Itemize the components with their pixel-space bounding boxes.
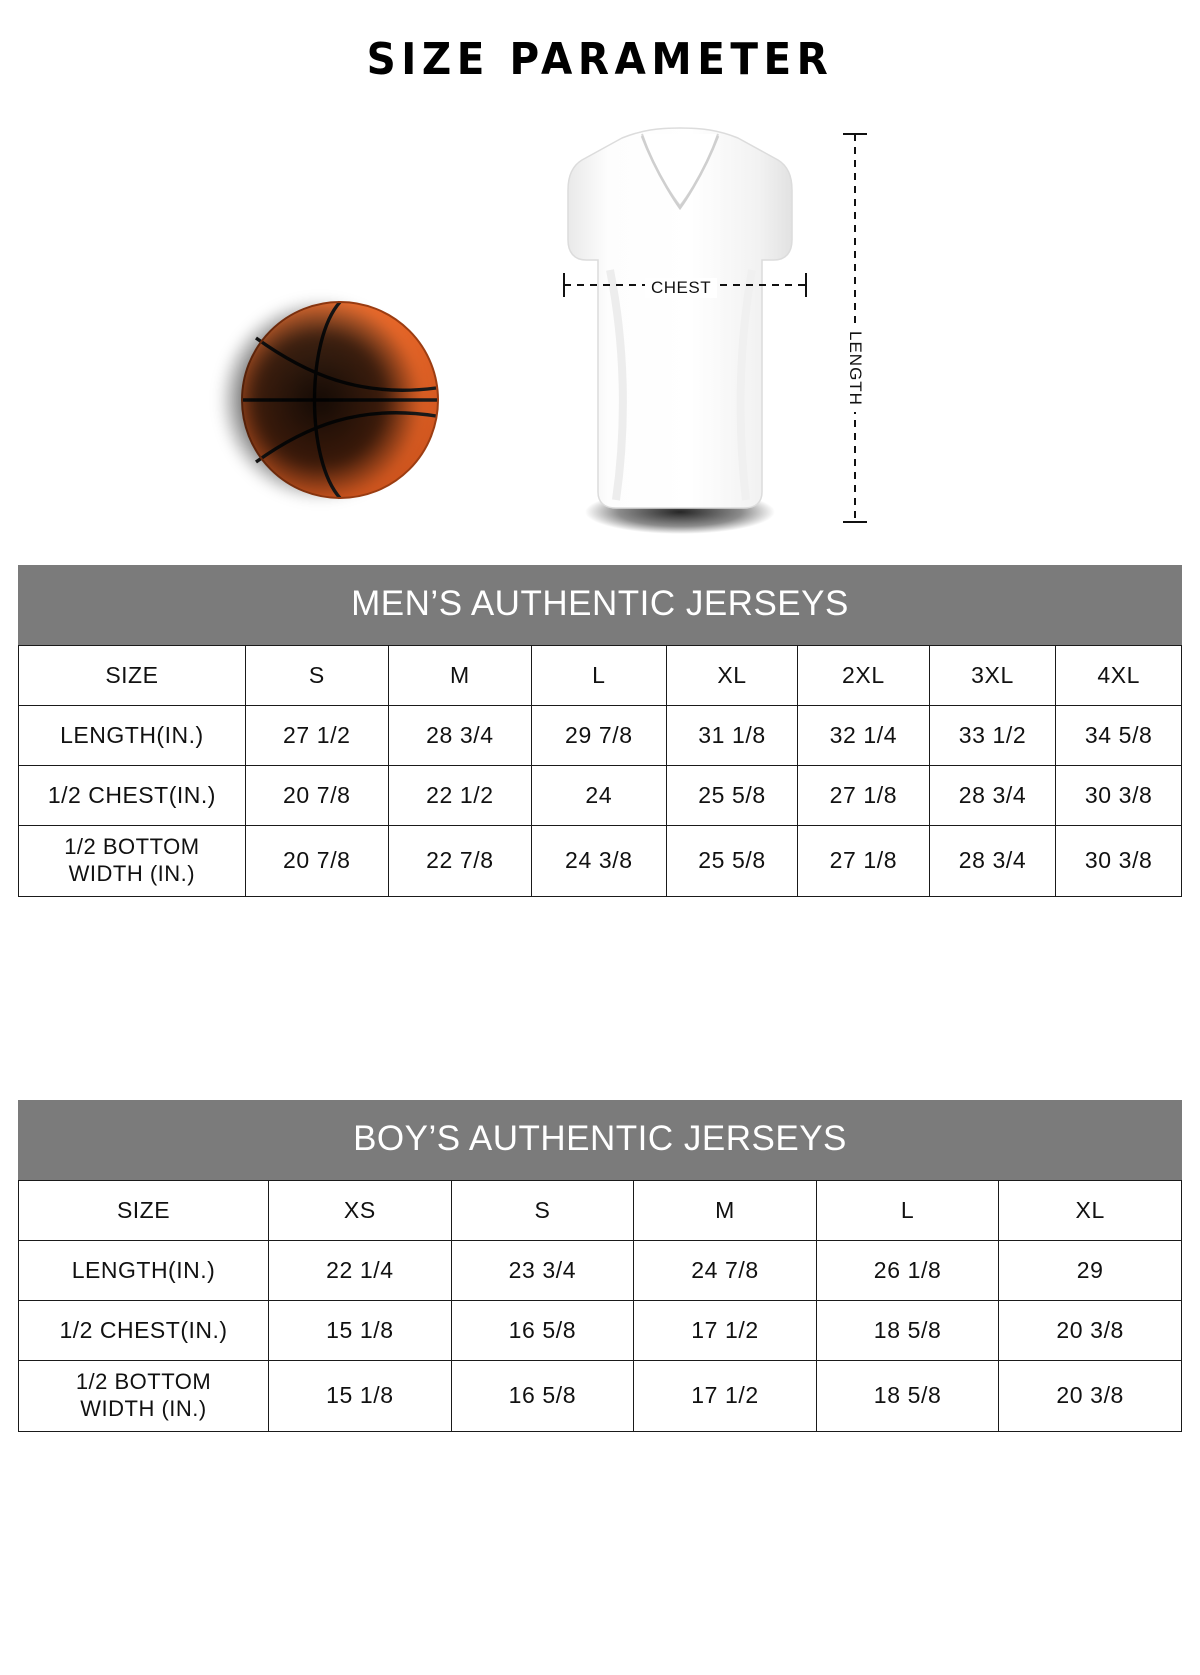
- row-label-line1: 1/2 BOTTOM: [64, 834, 200, 859]
- chest-label: CHEST: [645, 278, 717, 298]
- column-header-size: SIZE: [19, 1181, 269, 1241]
- cell-chest-l: 24: [531, 766, 666, 826]
- cell-length-xs: 22 1/4: [269, 1241, 452, 1301]
- mens-size-table: [18, 645, 1182, 897]
- column-header-s: S: [245, 646, 388, 706]
- boys-size-table: [18, 1180, 1182, 1432]
- cell-chest-4xl: 30 3/8: [1056, 766, 1182, 826]
- cell-length-xl: 31 1/8: [666, 706, 797, 766]
- cell-bottom-3xl: 28 3/4: [929, 826, 1056, 897]
- cell-bottom-s: 20 7/8: [245, 826, 388, 897]
- column-header-xl: XL: [666, 646, 797, 706]
- table-row: [19, 706, 1182, 766]
- cell-length-xl: 29: [999, 1241, 1182, 1301]
- cell-chest-3xl: 28 3/4: [929, 766, 1056, 826]
- boys-table-heading: BOY’S AUTHENTIC JERSEYS: [18, 1100, 1182, 1180]
- cell-chest-2xl: 27 1/8: [798, 766, 929, 826]
- basketball-icon: [210, 270, 470, 530]
- row-label-half-chest: 1/2 CHEST(IN.): [19, 1301, 269, 1361]
- jersey-svg: [530, 120, 830, 540]
- illustration-area: [0, 110, 1200, 540]
- cell-bottom-2xl: 27 1/8: [798, 826, 929, 897]
- cell-length-m: 24 7/8: [634, 1241, 817, 1301]
- cell-chest-l: 18 5/8: [816, 1301, 999, 1361]
- cell-bottom-xl: 25 5/8: [666, 826, 797, 897]
- mens-table-heading: MEN’S AUTHENTIC JERSEYS: [18, 565, 1182, 645]
- column-header-l: L: [816, 1181, 999, 1241]
- cell-length-s: 27 1/2: [245, 706, 388, 766]
- page-title: SIZE PARAMETER: [366, 34, 834, 85]
- cell-chest-xl: 20 3/8: [999, 1301, 1182, 1361]
- cell-chest-s: 16 5/8: [451, 1301, 634, 1361]
- jersey-icon: [530, 120, 830, 540]
- table-row: [19, 646, 1182, 706]
- table-row: [19, 766, 1182, 826]
- table-row: [19, 1181, 1182, 1241]
- column-header-4xl: 4XL: [1056, 646, 1182, 706]
- row-label-line1: 1/2 BOTTOM: [75, 1369, 212, 1394]
- table-row: [19, 1361, 1182, 1432]
- cell-chest-m: 22 1/2: [388, 766, 531, 826]
- cell-bottom-l: 18 5/8: [816, 1361, 999, 1432]
- column-header-l: L: [531, 646, 666, 706]
- cell-chest-xl: 25 5/8: [666, 766, 797, 826]
- cell-bottom-4xl: 30 3/8: [1056, 826, 1182, 897]
- cell-length-3xl: 33 1/2: [929, 706, 1056, 766]
- column-header-xs: XS: [269, 1181, 452, 1241]
- cell-length-l: 26 1/8: [816, 1241, 999, 1301]
- boys-size-table-block: [18, 1100, 1182, 1432]
- row-label-length: LENGTH(IN.): [19, 1241, 269, 1301]
- column-header-size: SIZE: [19, 646, 246, 706]
- table-row: [19, 1301, 1182, 1361]
- column-header-xl: XL: [999, 1181, 1182, 1241]
- row-label-line2: WIDTH (IN.): [80, 1395, 207, 1421]
- column-header-m: M: [634, 1181, 817, 1241]
- row-label-length: LENGTH(IN.): [19, 706, 246, 766]
- cell-length-s: 23 3/4: [451, 1241, 634, 1301]
- cell-bottom-l: 24 3/8: [531, 826, 666, 897]
- cell-length-m: 28 3/4: [388, 706, 531, 766]
- cell-chest-xs: 15 1/8: [269, 1301, 452, 1361]
- table-row: [19, 826, 1182, 897]
- cell-bottom-s: 16 5/8: [451, 1361, 634, 1432]
- cell-length-l: 29 7/8: [531, 706, 666, 766]
- row-label-half-bottom-width: [19, 826, 246, 897]
- basketball-shadow: [220, 300, 420, 500]
- column-header-m: M: [388, 646, 531, 706]
- cell-chest-s: 20 7/8: [245, 766, 388, 826]
- row-label-half-bottom-width: [19, 1361, 269, 1432]
- mens-size-table-block: [18, 565, 1182, 897]
- table-row: [19, 1241, 1182, 1301]
- cell-bottom-m: 22 7/8: [388, 826, 531, 897]
- cell-chest-m: 17 1/2: [634, 1301, 817, 1361]
- row-label-half-chest: 1/2 CHEST(IN.): [19, 766, 246, 826]
- cell-length-4xl: 34 5/8: [1056, 706, 1182, 766]
- length-label: LENGTH: [845, 325, 865, 412]
- column-header-3xl: 3XL: [929, 646, 1056, 706]
- column-header-2xl: 2XL: [798, 646, 929, 706]
- cell-bottom-xs: 15 1/8: [269, 1361, 452, 1432]
- row-label-line2: WIDTH (IN.): [68, 860, 196, 886]
- column-header-s: S: [451, 1181, 634, 1241]
- cell-bottom-xl: 20 3/8: [999, 1361, 1182, 1432]
- cell-length-2xl: 32 1/4: [798, 706, 929, 766]
- cell-bottom-m: 17 1/2: [634, 1361, 817, 1432]
